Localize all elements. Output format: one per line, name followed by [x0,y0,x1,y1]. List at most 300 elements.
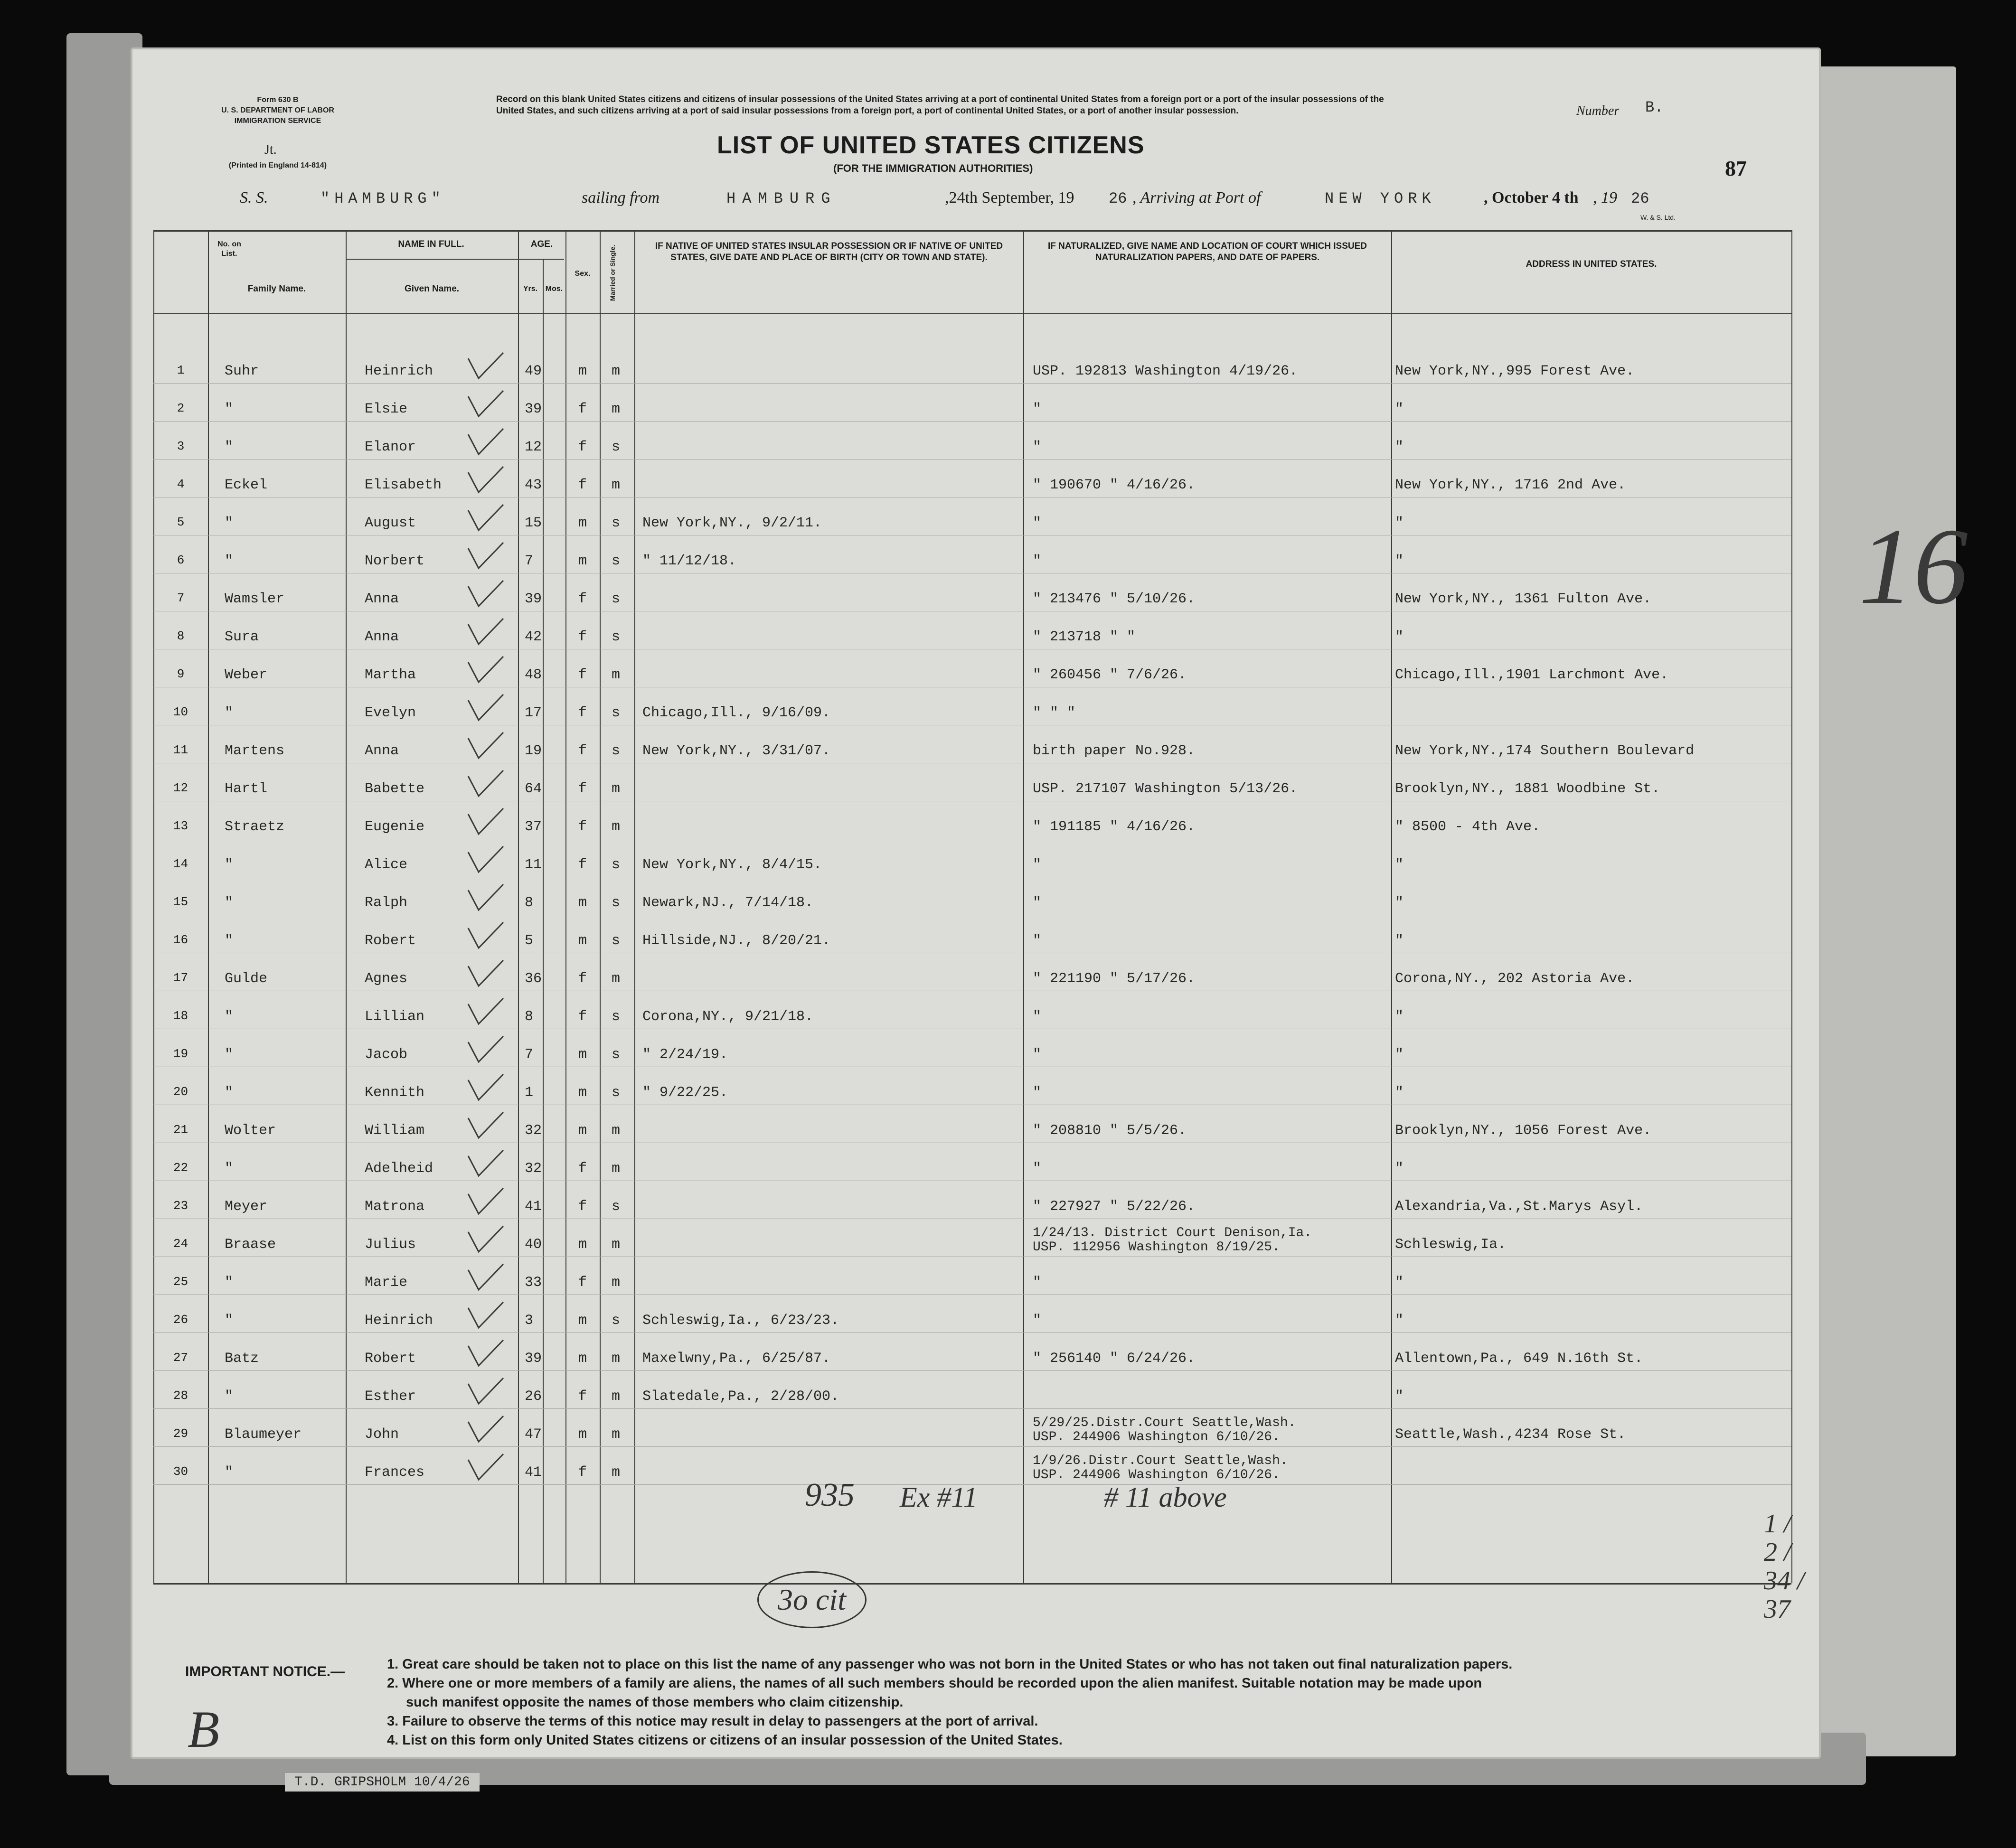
checkmark-icon [464,1298,507,1332]
cell-addr: Chicago,Ill.,1901 Larchmont Ave. [1395,667,1669,683]
service: IMMIGRATION SERVICE [234,117,321,125]
cell-family: Martens [225,743,285,759]
cell-sex: m [578,895,587,911]
notice-item-4: 4. List on this form only United States citizens or citizens of an insular possession of the United States. [387,1733,1063,1748]
cell-addr: " [1395,439,1404,455]
cell-addr: New York,NY.,174 Southern Boulevard [1395,743,1695,759]
cell-nat: " [1033,1009,1042,1025]
cell-sex: f [578,667,587,683]
cell-family: " [225,1009,234,1025]
cell-family: " [225,857,234,873]
cell-given: Robert [365,1351,416,1367]
cell-nat: " 208810 " 5/5/26. [1033,1123,1187,1139]
cell-sex: m [578,1085,587,1101]
cell-family: Straetz [225,819,285,835]
cell-age: 32 [525,1123,542,1139]
cell-sex: f [578,1199,587,1215]
cell-nat: " 191185 " 4/16/26. [1033,819,1196,835]
cell-given: Alice [365,857,408,873]
cell-family: Sura [225,629,259,645]
cell-given: Evelyn [365,705,416,721]
cell-ms: s [612,1009,621,1025]
cell-no: 25 [173,1275,188,1289]
cell-no: 1 [177,363,185,377]
cell-addr: Brooklyn,NY., 1056 Forest Ave. [1395,1123,1652,1139]
cell-nat: " [1033,895,1042,911]
cell-age: 37 [525,819,542,835]
cell-sex: f [578,439,587,455]
table-row [153,1388,1791,1426]
cell-age: 3 [525,1313,534,1329]
page-title: LIST OF UNITED STATES CITIZENS [717,131,1145,159]
cell-birth: Hillside,NJ., 8/20/21. [642,933,831,949]
col-yrs: Yrs. [523,285,538,293]
cell-no: 20 [173,1085,188,1099]
ss-label: S. S. [240,189,268,206]
cell-age: 39 [525,401,542,417]
table-row [153,1047,1791,1085]
cell-no: 6 [177,553,185,567]
cell-nat: " " " [1033,705,1076,721]
cell-birth: Corona,NY., 9/21/18. [642,1009,814,1025]
cell-no: 28 [173,1388,188,1403]
table-row [153,895,1791,933]
cell-given: Heinrich [365,1313,433,1329]
cell-birth: Schleswig,Ia., 6/23/23. [642,1313,839,1329]
cell-age: 41 [525,1199,542,1215]
table-row [153,1085,1791,1123]
checkmark-icon [464,691,507,724]
cell-age: 41 [525,1464,542,1481]
checkmark-icon [464,1184,507,1218]
cell-nat: " 256140 " 6/24/26. [1033,1351,1196,1367]
cell-no: 10 [173,705,188,719]
cell-birth: New York,NY., 3/31/07. [642,743,831,759]
cell-family: Meyer [225,1199,268,1215]
cell-no: 4 [177,477,185,491]
cell-nat [1033,1226,1312,1255]
cell-given: Agnes [365,971,408,987]
checkmark-icon [464,843,507,876]
handwritten-h11: # 11 above [1104,1482,1227,1513]
table-row [153,515,1791,553]
cell-no: 7 [177,591,185,605]
cell-ms: m [612,363,621,379]
cell-addr: " [1395,515,1404,531]
cell-nat: " 213718 " " [1033,629,1136,645]
cell-family: " [225,895,234,911]
cell-family: " [225,1161,234,1177]
cell-given: Anna [365,629,399,645]
cell-no: 22 [173,1161,188,1175]
sailing-label: sailing from [582,189,660,206]
table-row [153,477,1791,515]
cell-no: 27 [173,1351,188,1365]
cell-sex: f [578,971,587,987]
cell-age: 15 [525,515,542,531]
cell-ms: m [612,1351,621,1367]
from-port: HAMBURG [726,190,837,207]
cell-nat: " [1033,1161,1042,1177]
table-row [153,1123,1791,1161]
cell-addr: " [1395,1009,1404,1025]
number-value: B. [1645,99,1664,116]
cell-ms: s [612,933,621,949]
cell-sex: m [578,1351,587,1367]
checkmark-icon [464,1374,507,1407]
cell-given: Lillian [365,1009,425,1025]
cell-addr: " [1395,1047,1404,1063]
cell-family: " [225,401,234,417]
cell-nat: " [1033,515,1042,531]
checkmark-icon [464,767,507,800]
page-number: 87 [1725,156,1747,180]
cell-no: 15 [173,895,188,909]
cell-birth: Newark,NJ., 7/14/18. [642,895,814,911]
cell-age: 7 [525,553,534,569]
table-row [153,1161,1791,1199]
cell-nat [1033,1454,1288,1482]
table-row [153,971,1791,1009]
cell-ms: m [612,1237,621,1253]
notice-heading: IMPORTANT NOTICE.— [185,1664,345,1679]
cell-age: 11 [525,857,542,873]
cell-nat: " [1033,439,1042,455]
arrival-date: , October 4 th [1484,189,1579,206]
cell-family: Braase [225,1237,276,1253]
cell-ms: s [612,1313,621,1329]
cell-nat-line: 1/9/26.Distr.Court Seattle,Wash. [1033,1454,1288,1468]
cell-no: 29 [173,1426,188,1441]
cell-family: Blaumeyer [225,1426,302,1443]
cell-no: 23 [173,1199,188,1213]
cell-family: " [225,1388,234,1405]
col-address: ADDRESS IN UNITED STATES. [1526,259,1657,269]
cell-ms: m [612,1275,621,1291]
cell-ms: m [612,667,621,683]
cell-no: 26 [173,1313,188,1327]
cell-family: Gulde [225,971,268,987]
cell-nat: " [1033,1047,1042,1063]
table-row [153,667,1791,705]
cell-sex: f [578,1388,587,1405]
cell-birth: New York,NY., 8/4/15. [642,857,822,873]
cell-ms: s [612,1047,621,1063]
notice-item-2a: 2. Where one or more members of a family are aliens, the names of all such members should be recorded upon the alien manifest. Suitable notation may be made upon [387,1676,1482,1691]
cell-nat: " [1033,933,1042,949]
checkmark-icon [464,501,507,534]
table-row [153,857,1791,895]
col-no: No. on List. [217,240,241,258]
cell-given: Julius [365,1237,416,1253]
cell-addr: New York,NY., 1716 2nd Ave. [1395,477,1626,493]
cell-sex: f [578,1464,587,1481]
checkmark-icon [464,1222,507,1256]
checkmark-icon [464,387,507,420]
table-row [153,1351,1791,1388]
cell-no: 18 [173,1009,188,1023]
cell-given: Kennith [365,1085,425,1101]
cell-birth: Maxelwny,Pa., 6/25/87. [642,1351,831,1367]
number-label: Number [1576,103,1620,118]
cell-family: Eckel [225,477,268,493]
handwritten-ex11: Ex #11 [900,1482,978,1513]
table-row [153,401,1791,439]
cell-age: 39 [525,1351,542,1367]
cell-birth: " 9/22/25. [642,1085,728,1101]
checkmark-icon [464,349,507,382]
notice-item-2b: such manifest opposite the names of those members who claim citizenship. [406,1695,904,1710]
cell-sex: f [578,1009,587,1025]
checkmark-icon [464,653,507,686]
cell-ms: s [612,591,621,607]
cell-age: 32 [525,1161,542,1177]
handwritten-circled: 3o cit [757,1571,867,1628]
table-row [153,1009,1791,1047]
cell-birth: Chicago,Ill., 9/16/09. [642,705,831,721]
cell-addr: Seattle,Wash.,4234 Rose St. [1395,1426,1626,1443]
manifest-table [153,230,1791,1583]
table-row [153,1313,1791,1351]
cell-age: 17 [525,705,542,721]
cell-ms: s [612,705,621,721]
cell-nat-line: USP. 244906 Washington 6/10/26. [1033,1430,1280,1445]
col-sex: Sex. [575,270,591,278]
checkmark-icon [464,729,507,762]
cell-addr: " [1395,895,1404,911]
cell-sex: f [578,743,587,759]
table-row [153,629,1791,667]
arrival-year-prefix: , 19 [1593,189,1617,206]
cell-ms: m [612,1388,621,1405]
jt-mark: Jt. [264,142,277,157]
arrival-port: NEW YORK [1325,190,1436,207]
cell-sex: f [578,401,587,417]
cell-nat: " [1033,1313,1042,1329]
cell-addr: " [1395,1085,1404,1101]
notice-item-1: 1. Great care should be taken not to place on this list the name of any passenger who was not born in the United States or who has not taken out final naturalization papers. [387,1657,1513,1672]
cell-no: 11 [173,743,188,757]
table-row [153,819,1791,857]
cell-given: Elanor [365,439,416,455]
cell-nat: " [1033,1085,1042,1101]
cell-given: Marie [365,1275,408,1291]
checkmark-icon [464,615,507,648]
cell-nat-line: USP. 244906 Washington 6/10/26. [1033,1468,1280,1482]
col-married: Married or Single. [609,244,616,301]
cell-addr: " [1395,857,1404,873]
cell-given: Ralph [365,895,408,911]
cell-age: 42 [525,629,542,645]
cell-age: 33 [525,1275,542,1291]
page-subtitle: (FOR THE IMMIGRATION AUTHORITIES) [833,162,1033,174]
table-row [153,439,1791,477]
sail-year: 26 [1109,190,1127,207]
cell-age: 47 [525,1426,542,1443]
checkmark-icon [464,1260,507,1294]
cell-age: 40 [525,1237,542,1253]
col-mos: Mos. [545,285,563,293]
cell-no: 5 [177,515,185,529]
cell-family: " [225,515,234,531]
cell-family: Wamsler [225,591,285,607]
cell-no: 9 [177,667,185,681]
cell-given: Matrona [365,1199,425,1215]
cell-ms: s [612,515,621,531]
cell-addr: Alexandria,Va.,St.Marys Asyl. [1395,1199,1643,1215]
checkmark-icon [464,1032,507,1066]
cell-given: Elsie [365,401,408,417]
arriving-label: , Arriving at Port of [1132,189,1261,206]
checkmark-icon [464,463,507,496]
cell-given: Martha [365,667,416,683]
cell-addr: " [1395,933,1404,949]
cell-given: Elisabeth [365,477,442,493]
cell-given: Heinrich [365,363,433,379]
cell-age: 26 [525,1388,542,1405]
cell-sex: f [578,705,587,721]
cell-family: " [225,1464,234,1481]
table-row [153,553,1791,591]
cell-addr: Corona,NY., 202 Astoria Ave. [1395,971,1635,987]
cell-ms: m [612,1464,621,1481]
cell-sex: m [578,363,587,379]
cell-addr: Allentown,Pa., 649 N.16th St. [1395,1351,1643,1367]
cell-family: Wolter [225,1123,276,1139]
ship-name: "HAMBURG" [320,190,445,207]
checkmark-icon [464,881,507,914]
table-row [153,363,1791,401]
notice-item-3: 3. Failure to observe the terms of this notice may result in delay to passengers at the port of arrival. [387,1714,1038,1729]
cell-given: Frances [365,1464,425,1481]
cell-addr: " [1395,1313,1404,1329]
col-naturalized: IF NATURALIZED, GIVE NAME AND LOCATION OF COURT WHICH ISSUED NATURALIZATION PAPERS, AND DATE OF PAPERS. [1047,241,1367,263]
cell-family: Weber [225,667,268,683]
cell-ms: m [612,1123,621,1139]
cell-ms: m [612,401,621,417]
cell-ms: s [612,629,621,645]
table-row [153,705,1791,743]
cell-sex: f [578,781,587,797]
cell-nat-line: 1/24/13. District Court Denison,Ia. [1033,1226,1312,1240]
cell-nat: USP. 217107 Washington 5/13/26. [1033,781,1298,797]
cell-nat: USP. 192813 Washington 4/19/26. [1033,363,1298,379]
cell-sex: f [578,629,587,645]
cell-ms: s [612,895,621,911]
cell-no: 17 [173,971,188,985]
cell-addr: Brooklyn,NY., 1881 Woodbine St. [1395,781,1660,797]
checkmark-icon [464,1450,507,1483]
cell-family: " [225,933,234,949]
printer-mark: W. & S. Ltd. [1640,214,1676,221]
cell-given: Anna [365,743,399,759]
cell-addr: " [1395,1161,1404,1177]
cell-age: 7 [525,1047,534,1063]
cell-sex: m [578,1426,587,1443]
cell-age: 8 [525,895,534,911]
cell-no: 16 [173,933,188,947]
cell-age: 19 [525,743,542,759]
cell-sex: m [578,933,587,949]
cell-nat: " 221190 " 5/17/26. [1033,971,1196,987]
cell-family: " [225,705,234,721]
cell-sex: m [578,1237,587,1253]
cell-sex: f [578,1161,587,1177]
cell-no: 14 [173,857,188,871]
cell-no: 24 [173,1237,188,1251]
cell-ms: m [612,971,621,987]
col-name-in-full: NAME IN FULL. [398,239,464,249]
cell-sex: m [578,1047,587,1063]
cell-ms: s [612,857,621,873]
cell-family: " [225,1275,234,1291]
cell-nat: " 260456 " 7/6/26. [1033,667,1187,683]
cell-birth: " 11/12/18. [642,553,737,569]
col-family: Family Name. [247,284,306,294]
cell-nat-line: USP. 112956 Washington 8/19/25. [1033,1240,1280,1255]
cell-family: " [225,1085,234,1101]
department: U. S. DEPARTMENT OF LABOR [221,106,334,114]
footer-td-stamp: T.D. GRIPSHOLM 10/4/26 [285,1773,480,1792]
cell-given: Anna [365,591,399,607]
cell-ms: s [612,1085,621,1101]
checkmark-icon [464,1070,507,1104]
cell-nat: " [1033,553,1042,569]
table-row [153,781,1791,819]
cell-family: " [225,1313,234,1329]
cell-given: Adelheid [365,1161,433,1177]
cell-sex: f [578,819,587,835]
col-native: IF NATIVE OF UNITED STATES INSULAR POSSESSION OR IF NATIVE OF UNITED STATES, GIVE DATE AND PLACE OF BIRTH (CITY OR TOWN AND STATE). [655,241,1003,263]
table-row [153,1199,1791,1237]
cell-addr: Schleswig,Ia. [1395,1237,1507,1253]
handwritten-b: B [188,1700,220,1758]
cell-age: 64 [525,781,542,797]
cell-given: Robert [365,933,416,949]
cell-family: " [225,439,234,455]
col-age: AGE. [530,239,553,249]
checkmark-icon [464,1108,507,1142]
cell-sex: m [578,515,587,531]
cell-age: 8 [525,1009,534,1025]
cell-age: 36 [525,971,542,987]
cell-sex: m [578,1313,587,1329]
cell-no: 19 [173,1047,188,1061]
cell-ms: s [612,439,621,455]
cell-family: Suhr [225,363,259,379]
form-number: Form 630 B [257,96,299,104]
cell-sex: m [578,1123,587,1139]
cell-no: 2 [177,401,185,415]
cell-nat: " 227927 " 5/22/26. [1033,1199,1196,1215]
table-row [153,1226,1791,1275]
record-note: Record on this blank United States citizens and citizens of insular possessions of the United States arriving at a port of continental United States from a foreign port or a port of the insular possessions of the United States, and such citizens arriving at a port of said insular possessions from a foreign port, a port of continental United States, or a port of another insular possession. [496,94,1384,116]
cell-age: 48 [525,667,542,683]
cell-addr: " [1395,1388,1404,1405]
cell-birth: New York,NY., 9/2/11. [642,515,822,531]
cell-addr: " 8500 - 4th Ave. [1395,819,1541,835]
checkmark-icon [464,994,507,1028]
cell-addr: " [1395,629,1404,645]
checkmark-icon [464,957,507,990]
cell-addr: " [1395,401,1404,417]
checkmark-icon [464,577,507,610]
cell-nat [1033,1416,1296,1445]
cell-ms: m [612,477,621,493]
cell-given: August [365,515,416,531]
cell-sex: f [578,477,587,493]
cell-given: John [365,1426,399,1443]
